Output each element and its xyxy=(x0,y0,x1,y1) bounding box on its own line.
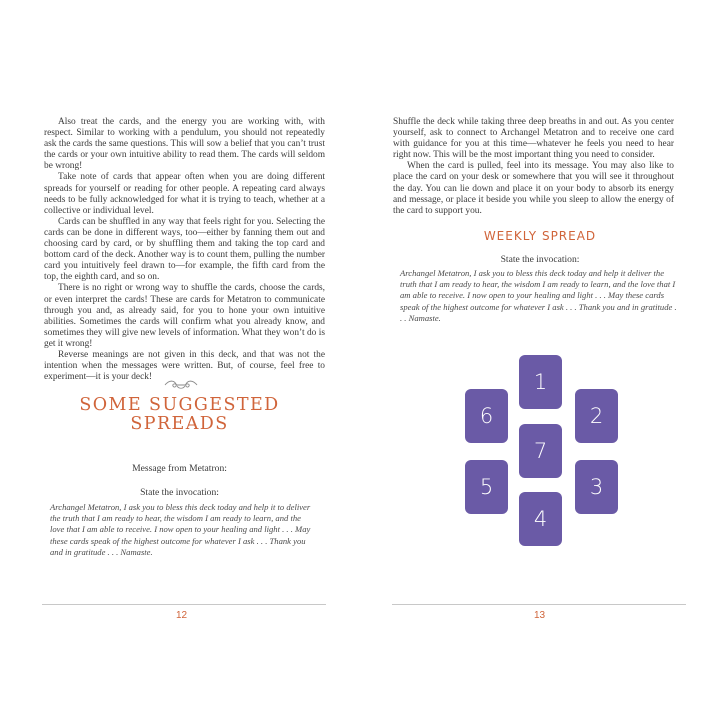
card-6: 6 xyxy=(465,389,508,443)
flourish-ornament-icon xyxy=(163,378,199,392)
page-number: 13 xyxy=(534,610,546,621)
paragraph: Take note of cards that appear often when you are doing different spreads for yourself or reading for other people. A repeating card always needs to be fully acknowledged for what it is trying to teach, whether at a collective or individual level. xyxy=(44,172,325,216)
card-1: 1 xyxy=(519,355,562,409)
paragraph: Reverse meanings are not given in this deck, and that was not the intention when the messages were written. But, of course, feel free to experiment—it is your deck! xyxy=(44,349,325,383)
paragraph: Cards can be shuffled in any way that feels right for you. Selecting the cards can be done in different ways, too—either by fanning them out and choosing card by card, or by shuffling them and taking the top card and bottom card of the deck. Another way is to count them, pulling the number card you intuitively feel drawn to—for example, the fifth card from the top, the eighth card, and so on. xyxy=(44,216,325,283)
invocation-label: State the invocation: xyxy=(140,487,219,498)
message-title: Message from Metatron: xyxy=(132,463,227,474)
card-4: 4 xyxy=(519,492,562,546)
weekly-spread-heading: WEEKLY SPREAD xyxy=(483,229,597,243)
right-body-text xyxy=(393,117,674,217)
right-page xyxy=(360,0,720,720)
section-heading xyxy=(44,396,315,434)
paragraph: When the card is pulled, feel into its message. You may also like to place the card on your desk or somewhere that you will see it throughout the day. You can lie down and place it on your body to absorb its energy and message, or place it beside you while you sleep to allow the energy of the card to support you. xyxy=(393,161,674,216)
card-5: 5 xyxy=(465,460,508,514)
heading-line-1: SOME SUGGESTED xyxy=(79,395,280,415)
page-number: 12 xyxy=(176,610,188,621)
card-2: 2 xyxy=(575,389,618,443)
footer-rule xyxy=(42,604,326,605)
paragraph: There is no right or wrong way to shuffle the cards, choose the cards, or even interpret the cards! These are cards for Metatron to communicate through you and, as already said, for you to hone your own intuitive abilities. Sometimes the cards will confirm what you already know, and sometimes they will give new levels of information. What they won’t do is get it wrong! xyxy=(44,283,325,349)
invocation-label: State the invocation: xyxy=(500,254,580,265)
heading-line-2: SPREADS xyxy=(130,414,229,434)
paragraph: Shuffle the deck while taking three deep breaths in and out. As you center yourself, ask to connect to Archangel Metatron and to receive one card with guidance for you at this time—whatever he feels you need to hear right now. This will be the most important thing you need to consider. xyxy=(393,117,674,161)
invocation-text: Archangel Metatron, I ask you to bless this deck today and help it deliver the truth that I am ready to hear, the wisdom I am ready to learn, and the love that I am able to receive. I now open to your healing and light . . . May these cards speak of the highest outcome for whatever I ask . . . Thank you and in gratitude . . . Namaste. xyxy=(400,268,677,323)
card-7: 7 xyxy=(519,424,562,478)
footer-rule xyxy=(392,604,686,605)
paragraph: Also treat the cards, and the energy you are working with, with respect. Similar to working with a pendulum, you should not repeatedly ask the cards the same questions. This will sow a belief that you can’t trust the cards or your own intuitive ability to read them. The cards will seldom be wrong! xyxy=(44,117,325,172)
card-3: 3 xyxy=(575,460,618,514)
left-body-text xyxy=(44,117,325,383)
invocation-text: Archangel Metatron, I ask you to bless this deck today and help it to deliver the truth that I am ready to hear, the wisdom I am ready to learn, and the love that I am able to receive. I now open to your healing and light . . . May these cards speak of the highest outcome for whatever I ask . . . Thank you and in gratitude . . . Namaste. xyxy=(50,502,311,557)
